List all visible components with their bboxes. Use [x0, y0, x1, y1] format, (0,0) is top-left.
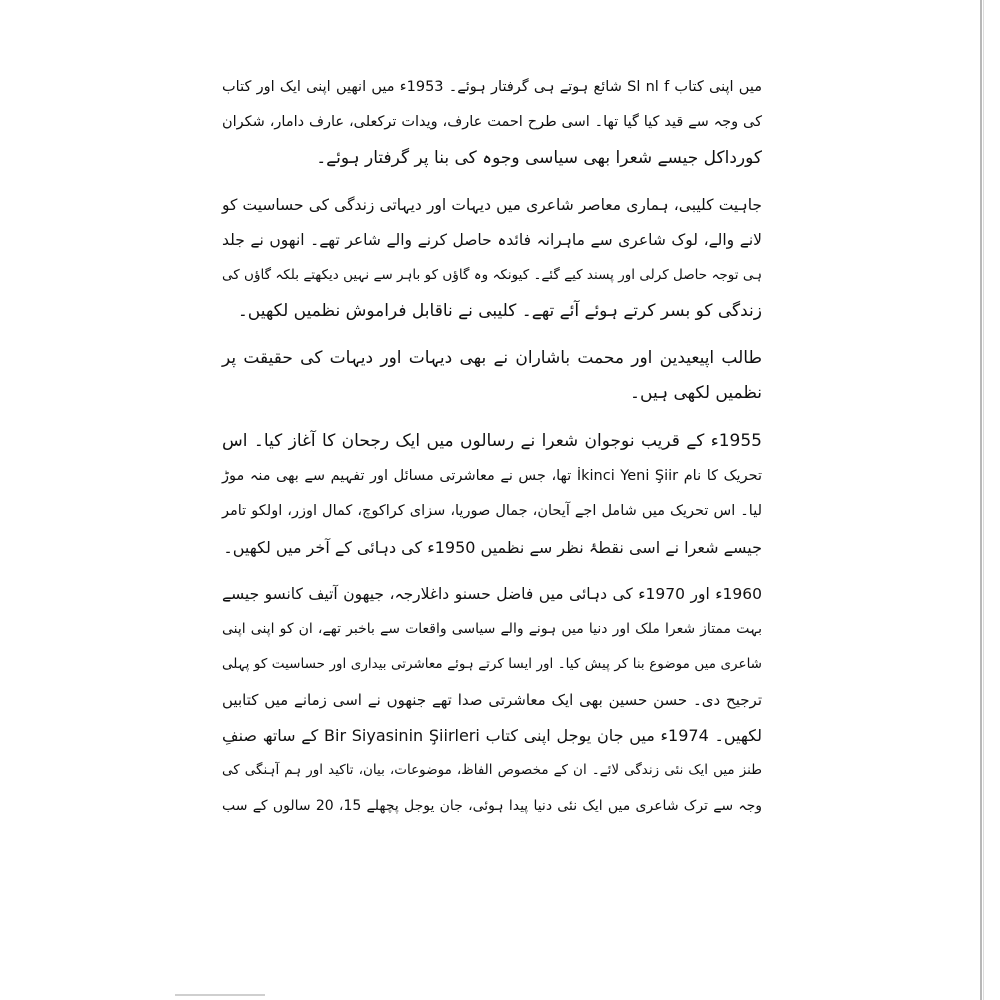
- text-line: تحریک کا نام İkinci Yeni Şiir تھا، جس نے معاشرتی مسائل اور تفہیم سے بھی منہ موڑ: [222, 467, 762, 484]
- text-line: طالب اپیعیدین اور محمت باشاران نے بھی دیہات اور دیہات کی حقیقت پر: [222, 348, 762, 369]
- text-line: ترجیح دی۔ حسن حسین بھی ایک معاشرتی صدا تھے جنھوں نے اسی زمانے میں کتابیں: [222, 690, 762, 709]
- text-line: لیا۔ اس تحریک میں شامل اجے آیحان، جمال صوریا، سزای کراکوچ، کمال اوزر، اولکو تامر: [222, 503, 762, 520]
- text-line: وجہ سے ترک شاعری میں ایک نئی دنیا پیدا ہوئی، جان یوجل پچھلے 15، 20 سالوں کے سب: [222, 797, 762, 814]
- text-line: کی وجہ سے قید کیا گیا تھا۔ اسی طرح احمت عارف، ویدات ترکعلی، عارف دامار، شکران: [222, 114, 762, 131]
- text-line: لکھیں۔ 1974ء میں جان یوجل اپنی کتاب Bir Siyasinin Şiirleri کے ساتھ صنفِ: [222, 726, 762, 746]
- text-line: 1955ء کے قریب نوجوان شعرا نے رسالوں میں ایک رجحان کا آغاز کیا۔ اس: [222, 430, 762, 451]
- text-line: 1960ء اور 1970ء کی دہائی میں فاضل حسنو داغلارجہ، جیھون آتیف کانسو جیسے: [222, 584, 762, 603]
- text-line: شاعری میں موضوع بنا کر پیش کیا۔ اور ایسا کرتے ہوئے معاشرتی بیداری اور حساسیت کو پہلی: [222, 656, 762, 673]
- text-line: کورداکل جیسے شعرا بھی سیاسی وجوہ کی بنا پر گرفتار ہوئے۔: [316, 147, 762, 168]
- text-line: بہت ممتاز شعرا ملک اور دنیا میں ہونے والے سیاسی واقعات سے باخبر تھے، ان کو اپنی اپنی: [222, 621, 762, 638]
- text-line: میں اپنی کتاب Sl nl f شائع ہوتے ہی گرفتار ہوئے۔ 1953ء میں انھیں اپنی ایک اور کتاب: [222, 79, 762, 95]
- bottom-scan-mark: [175, 994, 265, 996]
- text-line: زندگی کو بسر کرتے ہوئے آئے تھے۔ کلیبی نے ناقابل فراموش نظمیں لکھیں۔: [237, 300, 762, 321]
- text-line: ہی توجہ حاصل کرلی اور پسند کیے گئے۔ کیونکہ وہ گاؤں کو باہر سے نہیں دیکھتے بلکہ گاؤں کی: [222, 267, 762, 284]
- text-line: لانے والے، لوک شاعری سے ماہرانہ فائدہ حاصل کرنے والے شاعر تھے۔ انھوں نے جلد: [222, 231, 762, 250]
- text-line: نظمیں لکھی ہیں۔: [630, 383, 762, 404]
- page-edge-line: [980, 0, 982, 1000]
- document-body: [222, 70, 762, 824]
- page-edge-shadow: [983, 0, 984, 1000]
- text-line: جیسے شعرا نے اسی نقطۂ نظر سے نظمیں 1950ء کی دہائی کے آخر میں لکھیں۔: [223, 537, 762, 557]
- text-line: جاہیت کلیبی، ہماری معاصر شاعری میں دیہات اور دیہاتی زندگی کی حساسیت کو: [222, 195, 762, 214]
- text-line: طنز میں ایک نئی زندگی لائے۔ ان کے مخصوص الفاظ، موضوعات، بیان، تاکید اور ہم آہنگی کی: [222, 762, 762, 779]
